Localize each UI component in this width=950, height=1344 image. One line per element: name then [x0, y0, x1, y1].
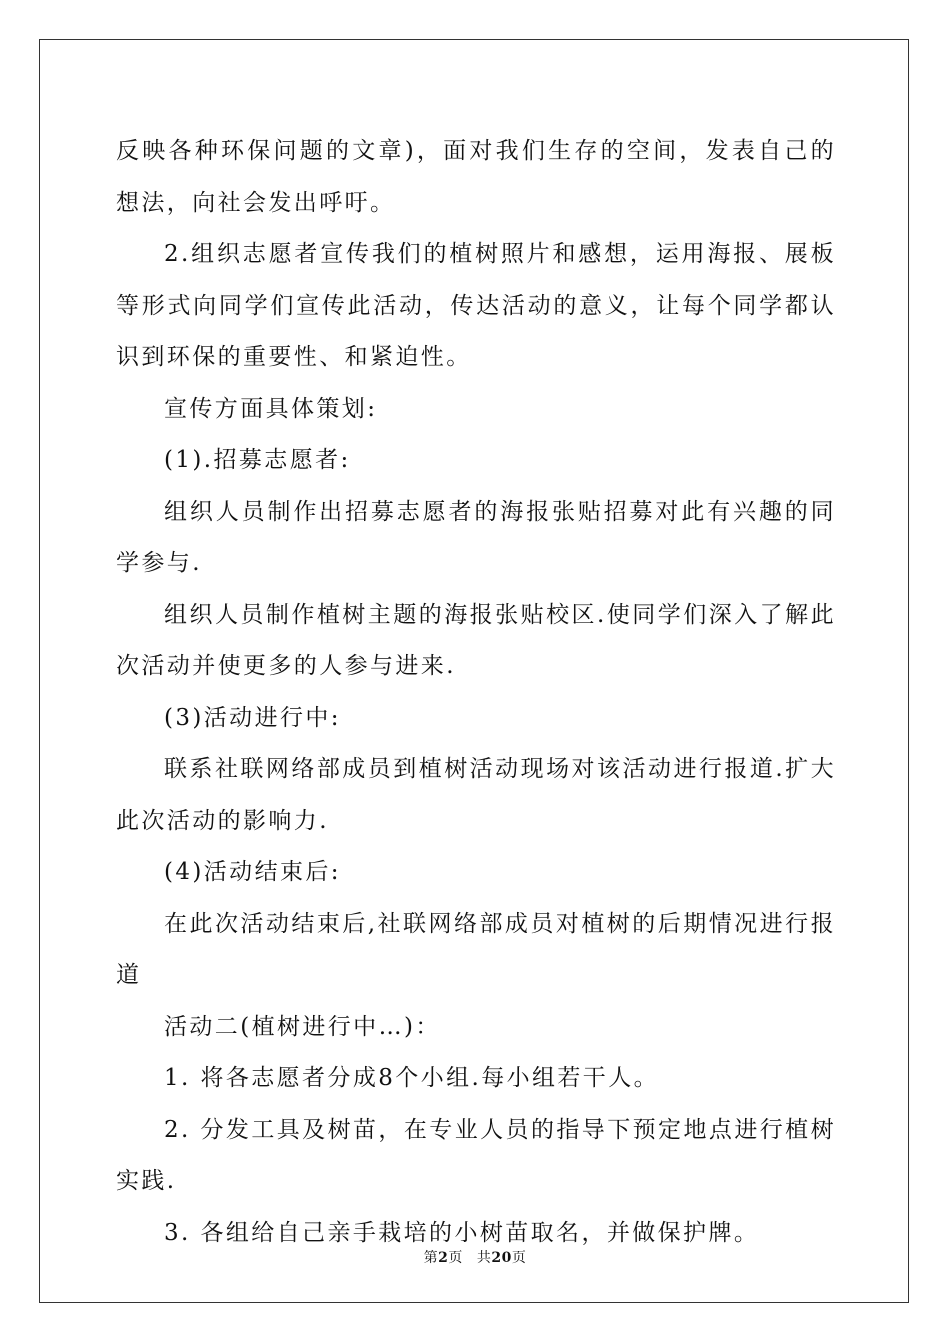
paragraph: (3)活动进行中:: [164, 704, 341, 731]
paragraph: (4)活动结束后:: [164, 859, 341, 885]
total-prefix: 共: [476, 1250, 492, 1266]
paragraph: 联系社联网络部成员到植树活动现场对该活动进行报道.扩大此次活动的影响力.: [116, 756, 836, 834]
total-pages: 20: [491, 1250, 512, 1266]
paragraph: 2.组织志愿者宣传我们的植树照片和感想，运用海报、展板等形式向同学们宣传此活动，传达活动的意义，让每个同学都认识到环保的重要性、和紧迫性。: [116, 241, 836, 370]
paragraph: (1).招募志愿者:: [164, 447, 351, 473]
total-suffix: 页: [511, 1250, 527, 1266]
paragraph: 活动二(植树进行中…)：: [164, 1013, 441, 1040]
page-number: 2: [438, 1250, 449, 1266]
page-footer: [0, 1247, 950, 1267]
paragraph: 组织人员制作出招募志愿者的海报张贴招募对此有兴趣的同学参与.: [116, 498, 836, 576]
page-prefix: 第: [423, 1250, 439, 1266]
paragraph: 反映各种环保问题的文章)，面对我们生存的空间，发表自己的想法，向社会发出呼吁。: [116, 138, 836, 216]
paragraph: 1. 将各志愿者分成8个小组.每小组若干人。: [164, 1065, 659, 1091]
paragraph: 组织人员制作植树主题的海报张贴校区.使同学们深入了解此次活动并使更多的人参与进来.: [116, 601, 836, 679]
paragraph: 3. 各组给自己亲手栽培的小树苗取名，并做保护牌。: [164, 1219, 760, 1246]
paragraph: 2. 分发工具及树苗，在专业人员的指导下预定地点进行植树实践.: [116, 1116, 836, 1194]
document-body: [116, 126, 836, 1259]
page-suffix: 页: [448, 1250, 463, 1266]
paragraph: 宣传方面具体策划:: [164, 395, 378, 422]
paragraph: 在此次活动结束后,社联网络部成员对植树的后期情况进行报道: [116, 910, 836, 988]
